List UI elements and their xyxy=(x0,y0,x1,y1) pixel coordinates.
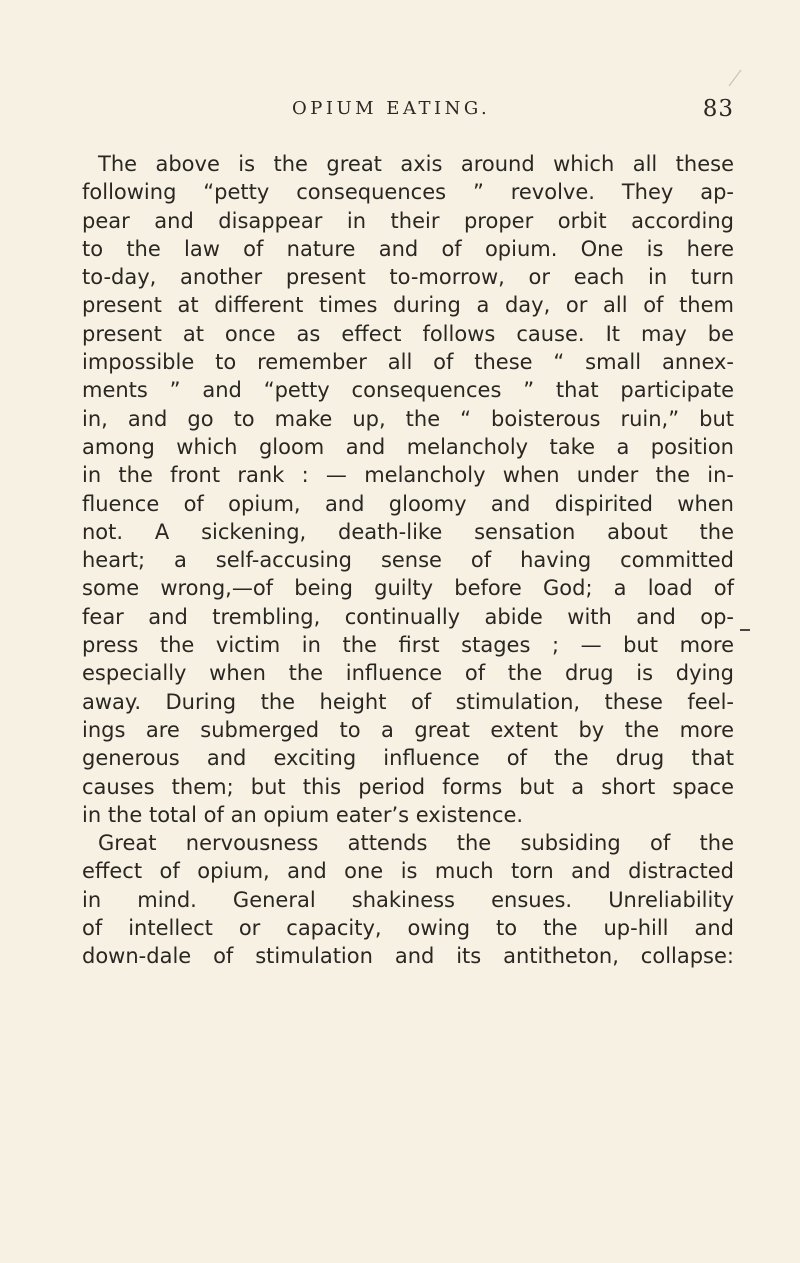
text-line: in, and go to make up, the “ boisterous ruin,” but xyxy=(82,406,734,431)
text-line: present at different times during a day, or all of them xyxy=(82,293,734,318)
text-line: pear and disappear in their proper orbit according xyxy=(82,208,734,233)
pencil-mark-margin xyxy=(738,620,752,634)
text-line: heart; a self-accusing sense of having committed xyxy=(82,548,734,573)
pencil-mark-top xyxy=(726,66,746,90)
text-line: to-day, another present to-morrow, or each in turn xyxy=(82,265,734,290)
text-line: causes them; but this period forms but a short space xyxy=(82,774,734,799)
text-line: generous and exciting influence of the drug that xyxy=(82,746,734,771)
text-line: effect of opium, and one is much torn and distracted xyxy=(82,859,734,884)
page-header xyxy=(82,98,734,138)
running-title: OPIUM EATING. xyxy=(292,98,491,119)
text-line: in the total of an opium eater’s existence. xyxy=(82,802,524,827)
text-line: press the victim in the first stages ; — but more xyxy=(82,633,734,658)
page-number: 83 xyxy=(702,96,734,122)
text-line: especially when the influence of the drug is dying xyxy=(82,661,734,686)
text-line: following “petty consequences ” revolve. They ap- xyxy=(82,180,734,205)
text-line: some wrong,—of being guilty before God; a load of xyxy=(82,576,734,601)
text-line: present at once as effect follows cause. It may be xyxy=(82,321,734,346)
text-line: not. A sickening, death-like sensation about the xyxy=(82,519,734,544)
text-line: The above is the great axis around which all these xyxy=(98,152,734,176)
text-line: away. During the height of stimulation, these feel- xyxy=(82,689,734,714)
text-line: impossible to remember all of these “ small annex- xyxy=(82,350,734,375)
text-line: of intellect or capacity, owing to the up-hill and xyxy=(82,916,734,941)
text-line: down-dale of stimulation and its antitheton, collapse: xyxy=(82,944,734,969)
text-line: in the front rank : — melancholy when under the in- xyxy=(82,463,734,488)
text-line: ings are submerged to a great extent by the more xyxy=(82,717,734,742)
text-line: fear and trembling, continually abide with and op- xyxy=(82,604,734,629)
text-line: to the law of nature and of opium. One is here xyxy=(82,236,734,261)
text-line: Great nervousness attends the subsiding of the xyxy=(98,831,734,856)
text-line: ments ” and “petty consequences ” that participate xyxy=(82,378,734,403)
text-line: fluence of opium, and gloomy and dispirited when xyxy=(82,491,734,516)
text-line: among which gloom and melancholy take a position xyxy=(82,434,734,459)
body-text xyxy=(82,150,734,971)
text-line: in mind. General shakiness ensues. Unreliability xyxy=(82,887,734,912)
